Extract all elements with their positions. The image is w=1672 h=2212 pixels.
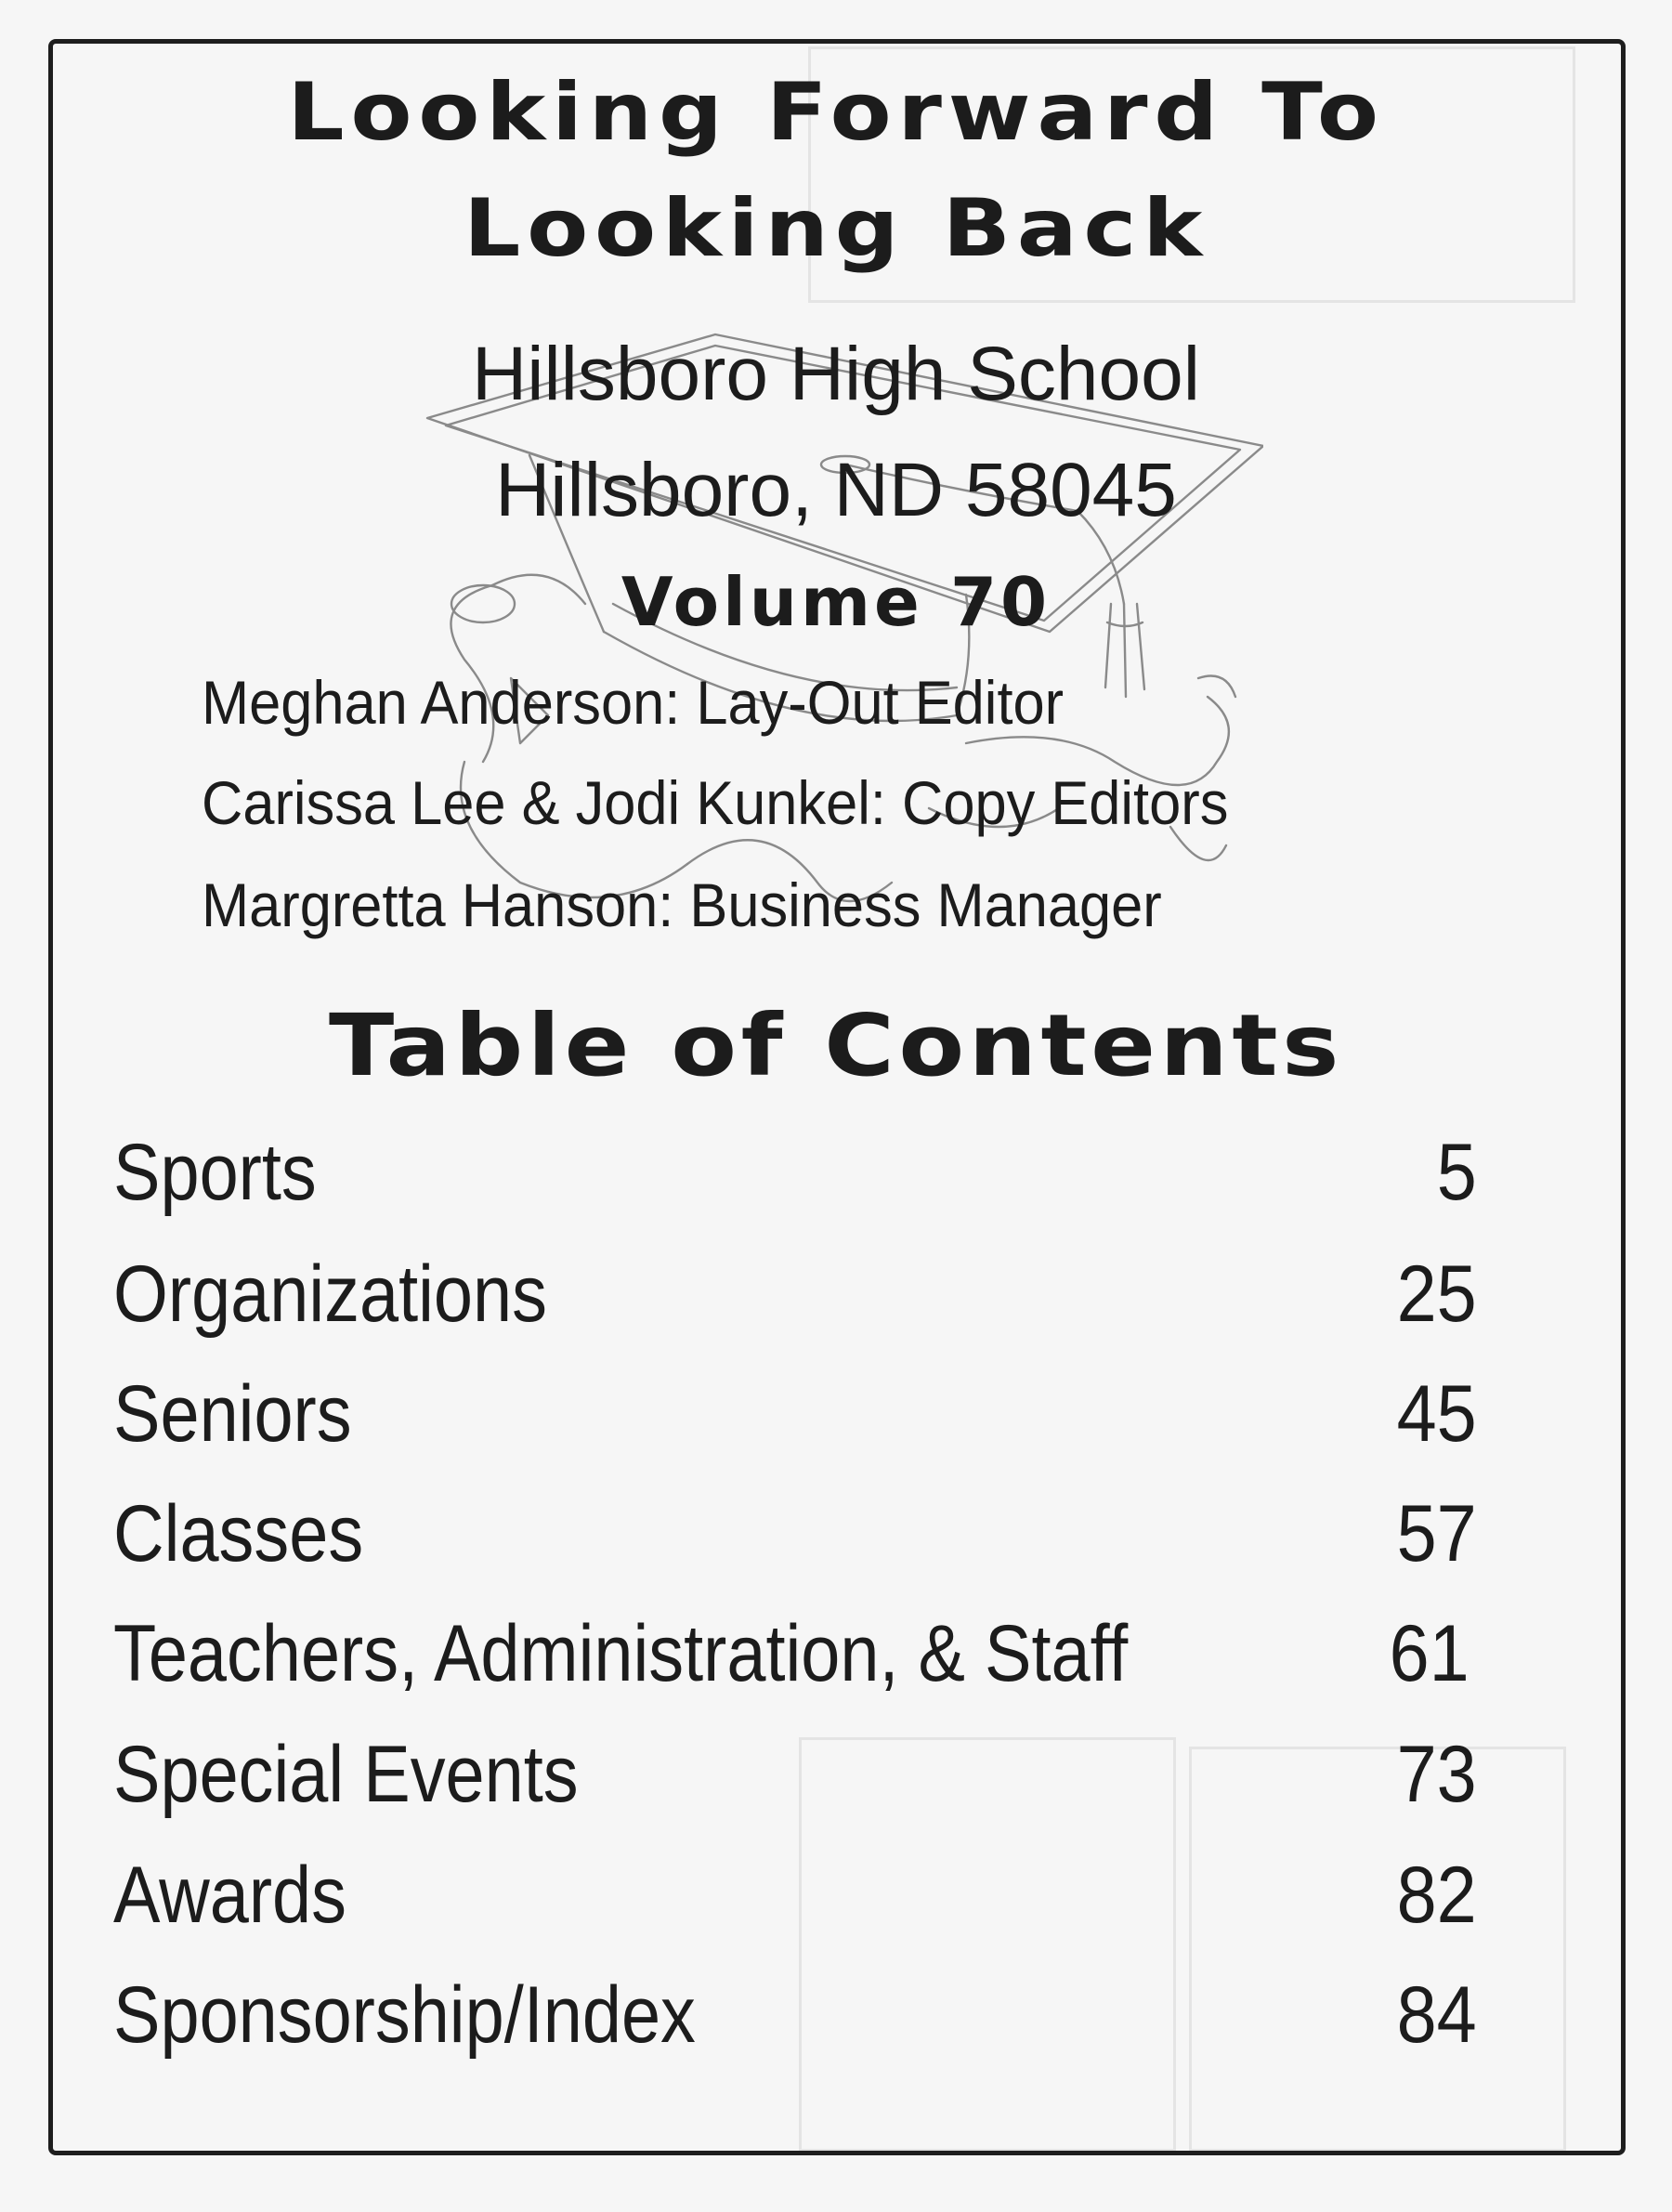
school-name: Hillsboro High School (472, 332, 1200, 416)
staff-credit: Meghan Anderson: Lay-Out Editor (202, 668, 1065, 737)
toc-entry[interactable] (113, 1607, 1477, 1700)
toc-page-number: 5 (1436, 1128, 1477, 1217)
toc-page-number: 45 (1396, 1369, 1477, 1459)
toc-page-number: 84 (1396, 1970, 1477, 2060)
toc-page-number: 82 (1396, 1851, 1477, 1940)
toc-page-number: 57 (1396, 1489, 1477, 1578)
toc-entry[interactable] (113, 1849, 1477, 1942)
toc-section: Organizations (113, 1250, 547, 1339)
toc-heading: Table of Contents (329, 996, 1343, 1095)
staff-credit: Carissa Lee & Jodi Kunkel: Copy Editors (202, 768, 1229, 837)
toc-page-number: 61 (1389, 1609, 1470, 1698)
toc-section: Classes (113, 1489, 364, 1578)
toc-section: Awards (113, 1851, 346, 1940)
toc-page-number: 73 (1396, 1730, 1477, 1819)
toc-entry[interactable] (113, 1248, 1477, 1341)
toc-page-number: 25 (1396, 1250, 1477, 1339)
toc-section: Sports (113, 1128, 317, 1217)
toc-entry[interactable] (113, 1368, 1477, 1460)
toc-entry[interactable] (113, 1126, 1477, 1219)
toc-entry[interactable] (113, 1487, 1477, 1580)
toc-section: Teachers, Administration, & Staff (113, 1609, 1129, 1698)
toc-entry[interactable] (113, 1728, 1477, 1821)
yearbook-title-line1: Looking Forward To (287, 66, 1385, 159)
toc-section: Special Events (113, 1730, 579, 1819)
toc-entry[interactable] (113, 1969, 1477, 2061)
toc-section: Seniors (113, 1369, 352, 1459)
toc-section: Sponsorship/Index (113, 1970, 696, 2060)
yearbook-title-line2: Looking Back (463, 182, 1209, 275)
volume-number: Volume 70 (620, 563, 1052, 641)
staff-credit: Margretta Hanson: Business Manager (202, 870, 1162, 939)
school-address: Hillsboro, ND 58045 (495, 448, 1177, 532)
